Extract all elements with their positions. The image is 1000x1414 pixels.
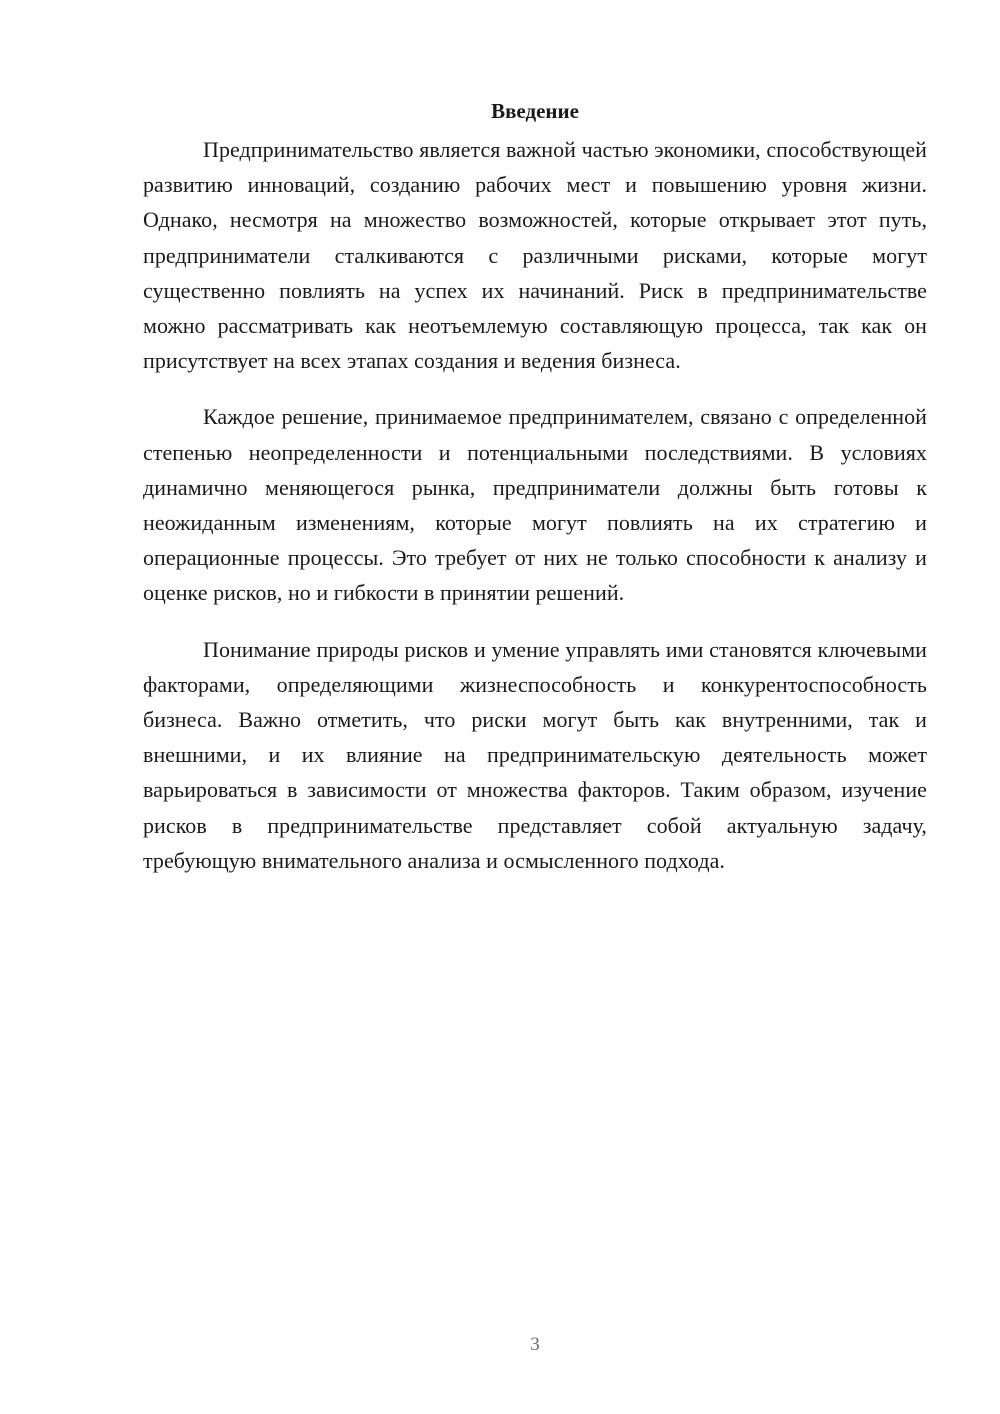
paragraph-1: Предпринимательство является важной частью экономики, способствующей развитию инноваций, созданию рабочих мест и повышению уровня жизни. Однако, несмотря на множество возможностей, которые открывает этот путь, предприниматели сталкиваются с различными рисками, которые могут существенно повлиять на успех их начинаний. Риск в предпринимательстве можно рассматривать как неотъемлемую составляющую процесса, так как он присутствует на всех этапах создания и ведения бизнеса. xyxy=(143,137,927,374)
paragraph-3: Понимание природы рисков и умение управлять ими становятся ключевыми факторами, определяющими жизнеспособность и конкурентоспособность бизнеса. Важно отметить, что риски могут быть как внутренними, так и внешними, и их влияние на предпринимательскую деятельность может варьироваться в зависимости от множества факторов. Таким образом, изучение рисков в предпринимательстве представляет собой актуальную задачу, требующую внимательного анализа и осмысленного подхода. xyxy=(143,636,927,873)
section-title: Введение xyxy=(491,99,579,123)
paragraph-2: Каждое решение, принимаемое предпринимателем, связано с определенной степенью неопределенности и потенциальными последствиями. В условиях динамично меняющегося рынка, предприниматели должны быть готовы к неожиданным изменениям, которые могут повлиять на их стратегию и операционные процессы. Это требует от них не только способности к анализу и оценке рисков, но и гибкости в принятии решений. xyxy=(143,404,927,606)
page-number: 3 xyxy=(530,1334,540,1355)
document-body xyxy=(143,96,927,899)
